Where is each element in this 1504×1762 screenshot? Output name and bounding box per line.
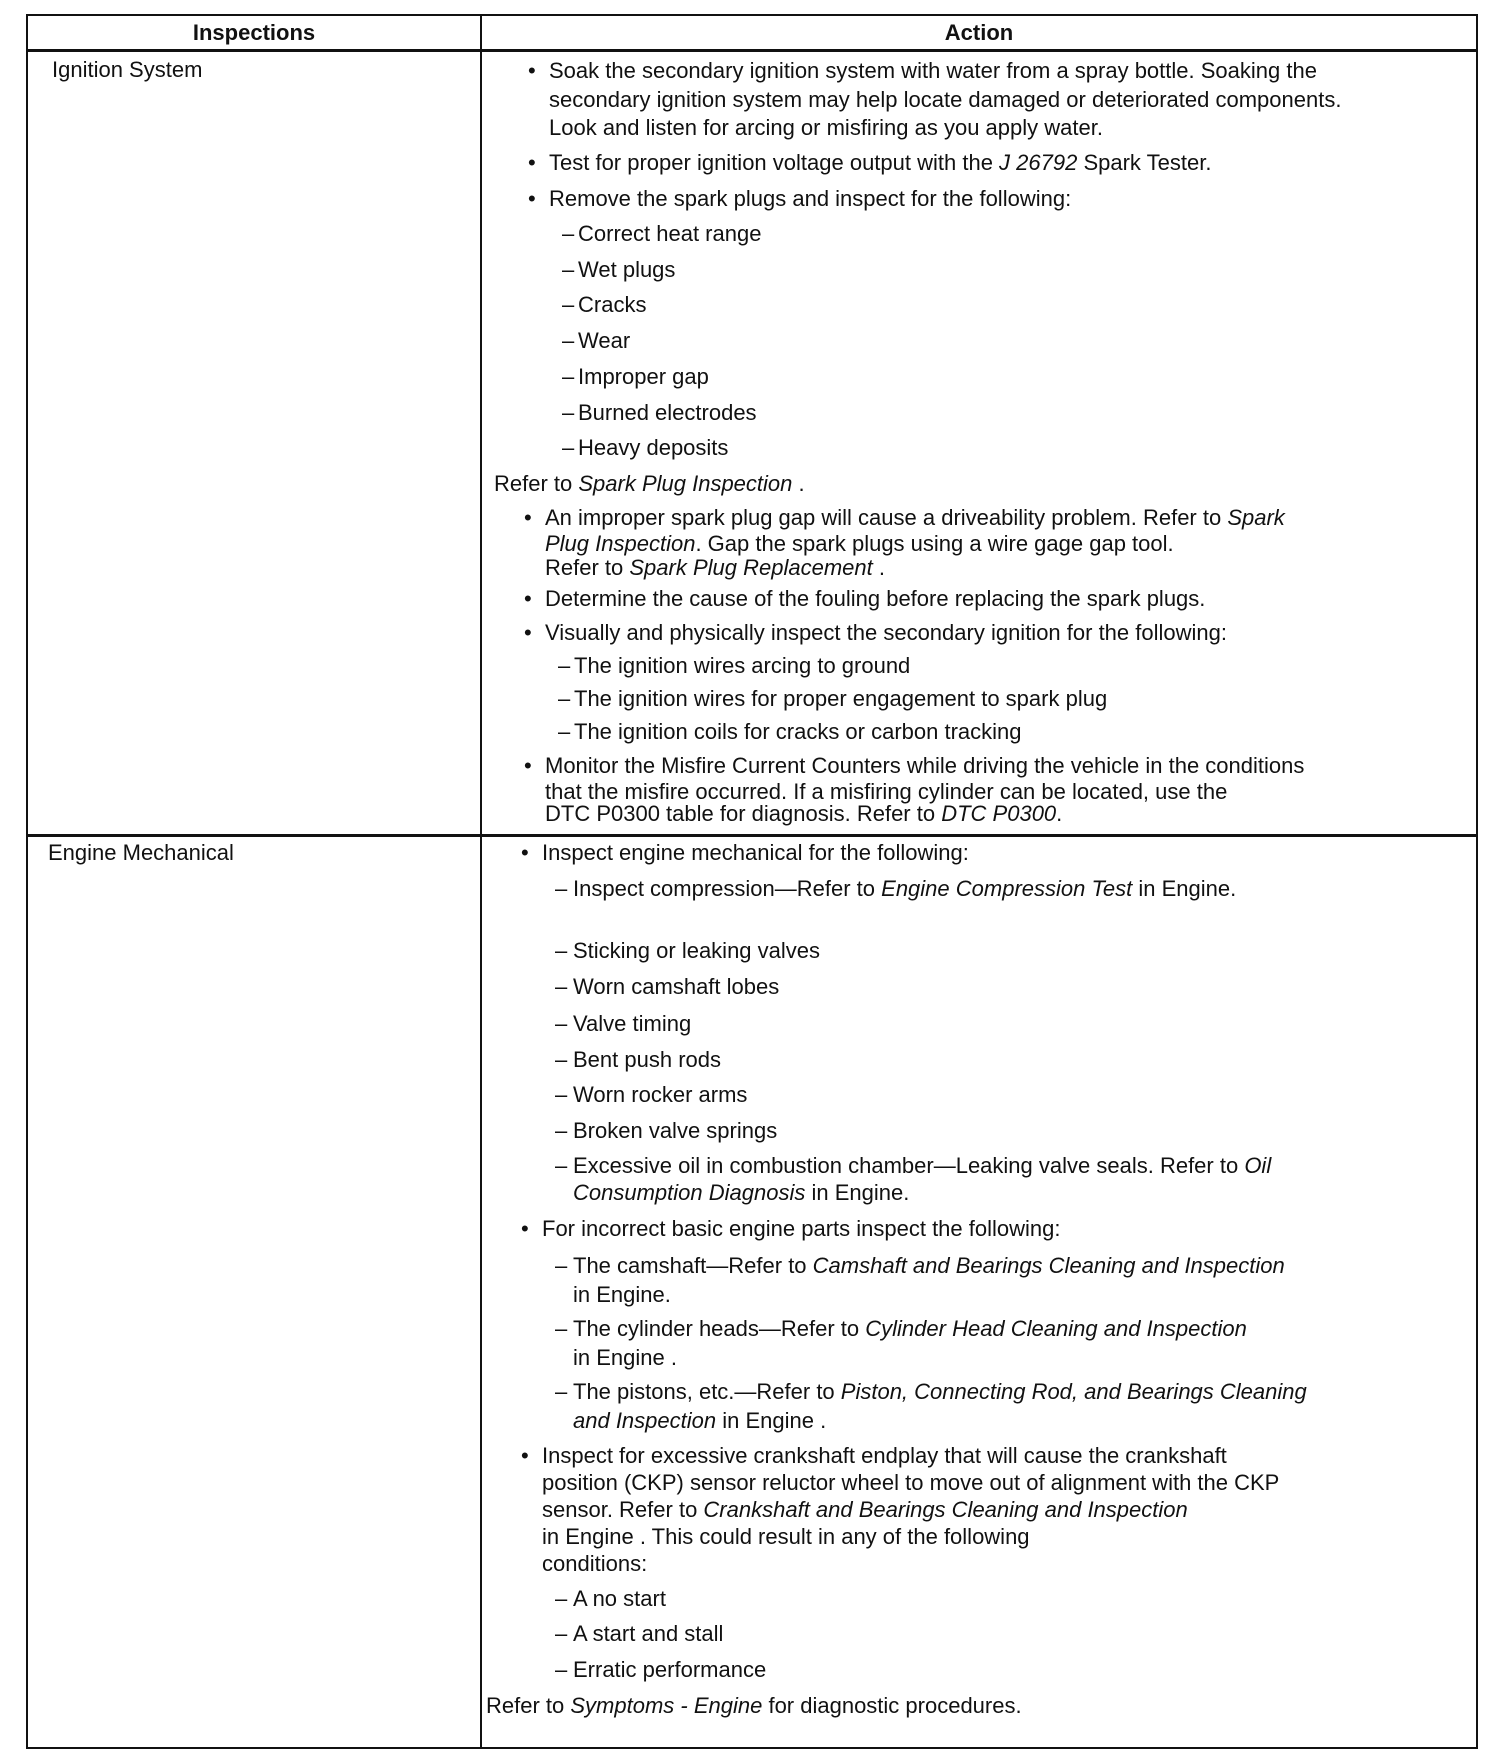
bullet-icon: •: [524, 753, 532, 778]
document-reference: Camshaft and Bearings Cleaning and Inspection: [812, 1253, 1285, 1278]
bullet-icon: •: [521, 1443, 529, 1468]
reference-line: [494, 471, 805, 497]
text-segment: Wear: [578, 328, 631, 353]
text-segment: Correct heat range: [578, 221, 762, 246]
text-segment: in Engine .: [716, 1408, 827, 1433]
sub-item-line: [578, 328, 630, 354]
column-header-action: Action: [944, 20, 1014, 45]
text-segment: .: [1056, 801, 1063, 826]
action-line: [549, 186, 1071, 212]
sub-item-line: [574, 719, 1022, 745]
sub-item-line: [573, 938, 820, 964]
sub-item-line: [573, 876, 1236, 902]
document-reference: Spark Plug Replacement: [629, 555, 873, 580]
text-segment: Refer to: [494, 471, 579, 496]
sub-item-line: [573, 1011, 691, 1037]
sub-item-line: [573, 974, 779, 1000]
dash-icon: –: [555, 1047, 568, 1072]
text-segment: Worn rocker arms: [573, 1082, 748, 1107]
action-line: [545, 505, 1285, 531]
bullet-icon: •: [528, 150, 536, 175]
text-segment: sensor. Refer to: [542, 1497, 704, 1522]
text-segment: Sticking or leaking valves: [573, 938, 821, 963]
dash-icon: –: [555, 974, 568, 999]
sub-item-line: [573, 1118, 777, 1144]
action-line: [545, 620, 1227, 646]
dash-icon: –: [558, 686, 571, 711]
sub-item-line: [578, 292, 646, 318]
text-segment: An improper spark plug gap will cause a driveability problem. Refer to: [545, 505, 1228, 530]
action-line: [549, 115, 1103, 141]
sub-item-line: [578, 400, 757, 426]
action-line: [542, 1443, 1227, 1469]
document-reference: Piston, Connecting Rod, and Bearings Cleaning: [840, 1379, 1307, 1404]
text-segment: Excessive oil in combustion chamber—Leaking valve seals. Refer to: [573, 1153, 1245, 1178]
document-reference: Plug Inspection: [545, 531, 696, 556]
action-line: [549, 150, 1211, 176]
sub-item-line: [573, 1586, 666, 1612]
sub-item-line: [573, 1253, 1285, 1279]
text-segment: Erratic performance: [573, 1657, 767, 1682]
document-reference: Crankshaft and Bearings Cleaning and Inspection: [703, 1497, 1188, 1522]
text-segment: Improper gap: [578, 364, 709, 389]
text-segment: for diagnostic procedures.: [762, 1693, 1022, 1718]
bullet-icon: •: [524, 505, 532, 530]
dash-icon: –: [555, 1657, 568, 1682]
dash-icon: –: [555, 876, 568, 901]
document-reference: Cylinder Head Cleaning and Inspection: [865, 1316, 1247, 1341]
sub-item-line: [573, 1082, 747, 1108]
action-line: [542, 1470, 1279, 1496]
dash-icon: –: [555, 1253, 568, 1278]
text-segment: The ignition wires for proper engagement to spark plug: [574, 686, 1108, 711]
sub-item-line: [573, 1621, 723, 1647]
sub-item-line: [573, 1345, 677, 1371]
sub-item-line: [574, 686, 1107, 712]
text-segment: Monitor the Misfire Current Counters while driving the vehicle in the conditions: [545, 753, 1305, 778]
dash-icon: –: [558, 653, 571, 678]
dash-icon: –: [562, 328, 575, 353]
sub-item-line: [573, 1180, 909, 1206]
text-segment: Inspect compression—Refer to: [573, 876, 882, 901]
sub-item-line: [578, 221, 761, 247]
bullet-icon: •: [528, 58, 536, 83]
dash-icon: –: [555, 1379, 568, 1404]
text-segment: Remove the spark plugs and inspect for the following:: [549, 186, 1072, 211]
document-reference: Engine Compression Test: [881, 876, 1133, 901]
text-segment: For incorrect basic engine parts inspect the following:: [542, 1216, 1061, 1241]
document-reference: Consumption Diagnosis: [573, 1180, 806, 1205]
sub-item-line: [578, 364, 709, 390]
dash-icon: –: [555, 1586, 568, 1611]
sub-item-line: [573, 1282, 671, 1308]
text-segment: . Gap the spark plugs using a wire gage gap tool.: [695, 531, 1174, 556]
text-segment: Valve timing: [573, 1011, 692, 1036]
sub-item-line: [573, 1316, 1247, 1342]
bullet-icon: •: [521, 1216, 529, 1241]
text-segment: Broken valve springs: [573, 1118, 778, 1143]
sub-item-line: [573, 1408, 826, 1434]
dash-icon: –: [562, 400, 575, 425]
action-line: [542, 1524, 1030, 1550]
sub-item-line: [573, 1153, 1271, 1179]
text-segment: position (CKP) sensor reluctor wheel to move out of alignment with the CKP: [542, 1470, 1280, 1495]
dash-icon: –: [562, 364, 575, 389]
document-reference: J 26792: [999, 150, 1078, 175]
text-segment: Inspect for excessive crankshaft endplay that will cause the crankshaft: [542, 1443, 1227, 1468]
sub-item-line: [578, 257, 675, 283]
action-line: [542, 840, 969, 866]
bullet-icon: •: [521, 840, 529, 865]
text-segment: A start and stall: [573, 1621, 724, 1646]
dash-icon: –: [555, 1316, 568, 1341]
inspection-label: Engine Mechanical: [48, 840, 234, 865]
dash-icon: –: [555, 1082, 568, 1107]
sub-item-line: [573, 1379, 1307, 1405]
action-line: [545, 753, 1304, 779]
document-reference: Symptoms - Engine: [570, 1693, 763, 1718]
inspection-label: Ignition System: [52, 57, 203, 82]
document-reference: Spark: [1227, 505, 1285, 530]
dash-icon: –: [562, 221, 575, 246]
text-segment: A no start: [573, 1586, 666, 1611]
document-reference: Oil: [1244, 1153, 1272, 1178]
dash-icon: –: [555, 938, 568, 963]
sub-item-line: [574, 653, 910, 679]
dash-icon: –: [555, 1011, 568, 1036]
text-segment: secondary ignition system may help locate damaged or deteriorated components.: [549, 87, 1342, 112]
action-line: [545, 801, 1062, 827]
text-segment: that the misfire occurred. If a misfiring cylinder can be located, use the: [545, 779, 1228, 804]
text-segment: in Engine . This could result in any of the following: [542, 1524, 1030, 1549]
action-line: [545, 555, 885, 581]
action-line: [545, 586, 1205, 612]
row-divider: [26, 834, 1478, 837]
bullet-icon: •: [524, 620, 532, 645]
text-segment: The cylinder heads—Refer to: [573, 1316, 866, 1341]
sub-item-line: [578, 435, 728, 461]
column-divider: [480, 14, 482, 1747]
text-segment: in Engine.: [573, 1282, 671, 1307]
text-segment: Test for proper ignition voltage output with the: [549, 150, 1000, 175]
text-segment: Heavy deposits: [578, 435, 729, 460]
text-segment: Burned electrodes: [578, 400, 757, 425]
text-segment: .: [872, 555, 885, 580]
text-segment: Refer to: [545, 555, 630, 580]
action-line: [542, 1551, 647, 1577]
text-segment: DTC P0300 table for diagnosis. Refer to: [545, 801, 942, 826]
reference-line: [486, 1693, 1022, 1719]
dash-icon: –: [555, 1153, 568, 1178]
dash-icon: –: [562, 257, 575, 282]
text-segment: Inspect engine mechanical for the following:: [542, 840, 969, 865]
text-segment: Determine the cause of the fouling before replacing the spark plugs.: [545, 586, 1206, 611]
document-reference: Spark Plug Inspection: [578, 471, 793, 496]
sub-item-line: [573, 1047, 721, 1073]
action-line: [542, 1497, 1188, 1523]
text-segment: conditions:: [542, 1551, 648, 1576]
text-segment: The ignition wires arcing to ground: [574, 653, 911, 678]
text-segment: The camshaft—Refer to: [573, 1253, 813, 1278]
document-reference: DTC P0300: [941, 801, 1057, 826]
bullet-icon: •: [524, 586, 532, 611]
bullet-icon: •: [528, 186, 536, 211]
text-segment: Spark Tester.: [1077, 150, 1212, 175]
text-segment: Visually and physically inspect the secondary ignition for the following:: [545, 620, 1227, 645]
dash-icon: –: [562, 292, 575, 317]
dash-icon: –: [558, 719, 571, 744]
text-segment: Look and listen for arcing or misfiring as you apply water.: [549, 115, 1103, 140]
text-segment: The ignition coils for cracks or carbon tracking: [574, 719, 1022, 744]
action-line: [545, 531, 1174, 557]
text-segment: Soak the secondary ignition system with water from a spray bottle. Soaking the: [549, 58, 1317, 83]
dash-icon: –: [555, 1621, 568, 1646]
column-header-inspections: Inspections: [192, 20, 316, 45]
action-line: [542, 1216, 1060, 1242]
text-segment: .: [792, 471, 805, 496]
text-segment: Refer to: [486, 1693, 571, 1718]
document-reference: and Inspection: [573, 1408, 717, 1433]
dash-icon: –: [555, 1118, 568, 1143]
action-line: [549, 87, 1341, 113]
text-segment: Bent push rods: [573, 1047, 721, 1072]
text-segment: Cracks: [578, 292, 647, 317]
sub-item-line: [573, 1657, 766, 1683]
text-segment: in Engine.: [805, 1180, 910, 1205]
text-segment: The pistons, etc.—Refer to: [573, 1379, 841, 1404]
dash-icon: –: [562, 435, 575, 460]
text-segment: in Engine.: [1132, 876, 1237, 901]
text-segment: in Engine .: [573, 1345, 677, 1370]
text-segment: Wet plugs: [578, 257, 676, 282]
text-segment: Worn camshaft lobes: [573, 974, 780, 999]
action-line: [549, 58, 1317, 84]
